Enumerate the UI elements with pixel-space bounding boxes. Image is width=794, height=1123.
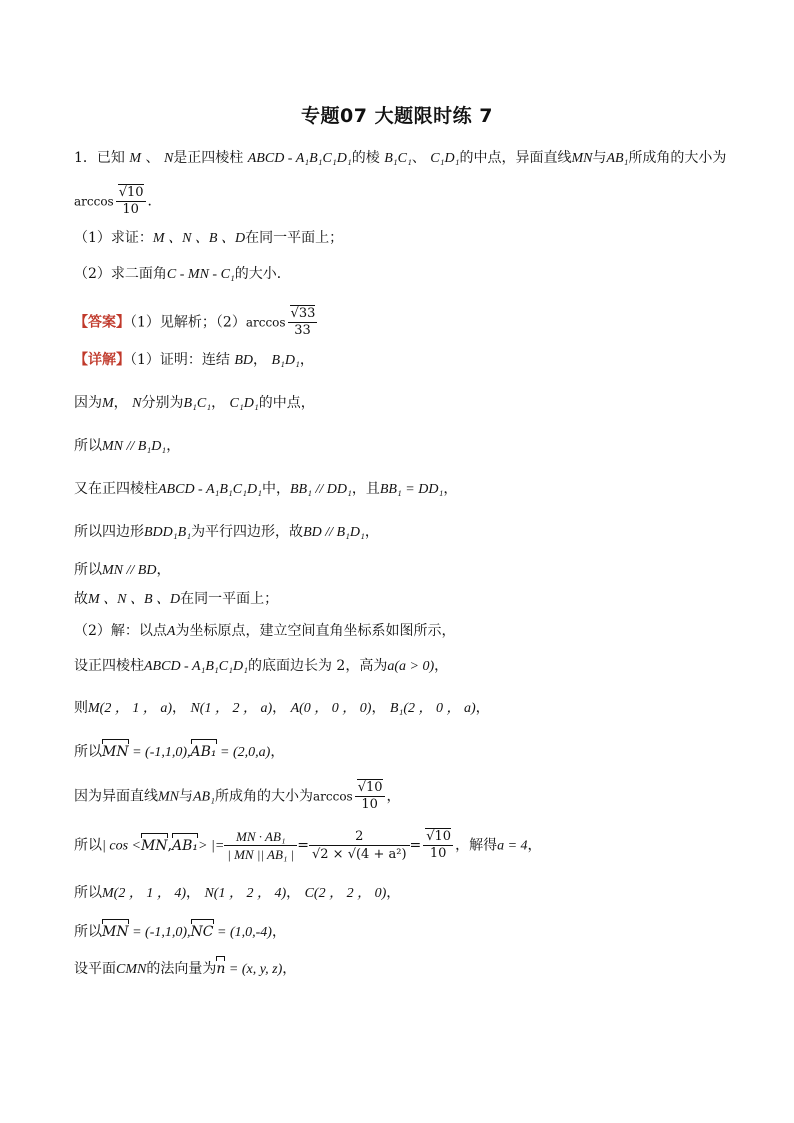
detail-line-15: 所以MN = (-1,1,0),NC = (1,0,-4)，	[74, 924, 286, 940]
fraction-dot-product: $\frac{\text{MN · AB₁}}{\text{| MN || AB₁ |}}$	[224, 828, 297, 863]
problem-line-2: arccos $\frac{√10}{10}$ ．	[74, 185, 162, 217]
detail-line-11: 所以MN = (-1,1,0),AB₁ = (2,0,a)，	[74, 744, 285, 760]
detail-line-7: 故M 、N 、B 、D在同一平面上；	[74, 591, 279, 607]
fraction-two-over-root: $\frac{2}{\text{√2 × √(4 + a²)}}$	[309, 828, 410, 863]
detail-line-1: 【详解】（1）证明：连结 BD， B₁D₁，	[74, 352, 314, 368]
vector-ab1: AB₁	[190, 744, 217, 760]
detail-line-4: 又在正四棱柱ABCD - A₁B₁C₁D₁中，BB₁ // DD₁，且BB₁ = DD₁，	[74, 481, 458, 497]
detail-tag: 【详解】	[74, 352, 130, 368]
detail-line-8: （2）解：以点A为坐标原点，建立空间直角坐标系如图所示，	[74, 623, 456, 639]
fraction-sqrt10-10-c: $\frac{√10}{10}$	[423, 829, 453, 862]
detail-line-16: 设平面CMN的法向量为n = (x, y, z)，	[74, 961, 297, 977]
problem-line-1: 1．已知 M 、 N是正四棱柱 ABCD - A₁B₁C₁D₁的棱 B₁C₁、 C₁D₁的中点，异面直线MN与AB₁所成角的大小为	[74, 150, 727, 166]
detail-line-10: 则M(2 ， 1 ， a)， N(1 ， 2 ， a)， A(0 ， 0 ， 0)， B₁(2 ， 0 ， a)，	[74, 700, 490, 716]
answer-line: 【答案】（1）见解析；（2）arccos $\frac{√33}{33}$	[74, 306, 316, 338]
fraction-sqrt33-33: $\frac{√33}{33}$	[288, 306, 318, 339]
page-title: 专题07 大题限时练 7	[301, 105, 493, 127]
answer-tag: 【答案】	[74, 314, 130, 331]
question-2: （2）求二面角C - MN - C₁的大小．	[74, 266, 291, 282]
detail-line-6: 所以MN // BD，	[74, 562, 171, 578]
detail-line-12: 因为异面直线MN与AB₁所成角的大小为arccos $\frac{√10}{10}$ ，	[74, 780, 401, 812]
prism-name: ABCD - A₁B₁C₁D₁	[247, 151, 352, 166]
question-1: （1）求证：M 、N 、B 、D在同一平面上；	[74, 230, 344, 246]
normal-vector: n	[216, 961, 226, 977]
fraction-sqrt10-10-b: $\frac{√10}{10}$	[355, 780, 385, 813]
detail-line-2: 因为M， N分别为B₁C₁， C₁D₁的中点，	[74, 395, 315, 411]
vector-nc: NC	[190, 924, 214, 940]
detail-line-14: 所以M(2 ， 1 ， 4)， N(1 ， 2 ， 4)， C(2 ， 2 ， 0)，	[74, 885, 401, 901]
detail-line-5: 所以四边形BDD₁B₁为平行四边形，故BD // B₁D₁，	[74, 524, 379, 540]
vector-mn: MN	[102, 744, 129, 760]
detail-line-13: 所以| cos <MN,AB₁> |= $\frac{\text{MN · AB₁}}{\text{| MN || AB₁ |}}$ = $\frac{2}{\text{√2 × √(4 + a²)}}$ = $\frac{√10}{10}$ ，解得a = 4，	[74, 829, 542, 862]
fraction-sqrt10-10: $\frac{√10}{10}$	[116, 185, 146, 218]
detail-line-3: 所以MN // B₁D₁，	[74, 438, 181, 454]
detail-line-9: 设正四棱柱ABCD - A₁B₁C₁D₁的底面边长为 2，高为a(a > 0)，	[74, 658, 449, 674]
